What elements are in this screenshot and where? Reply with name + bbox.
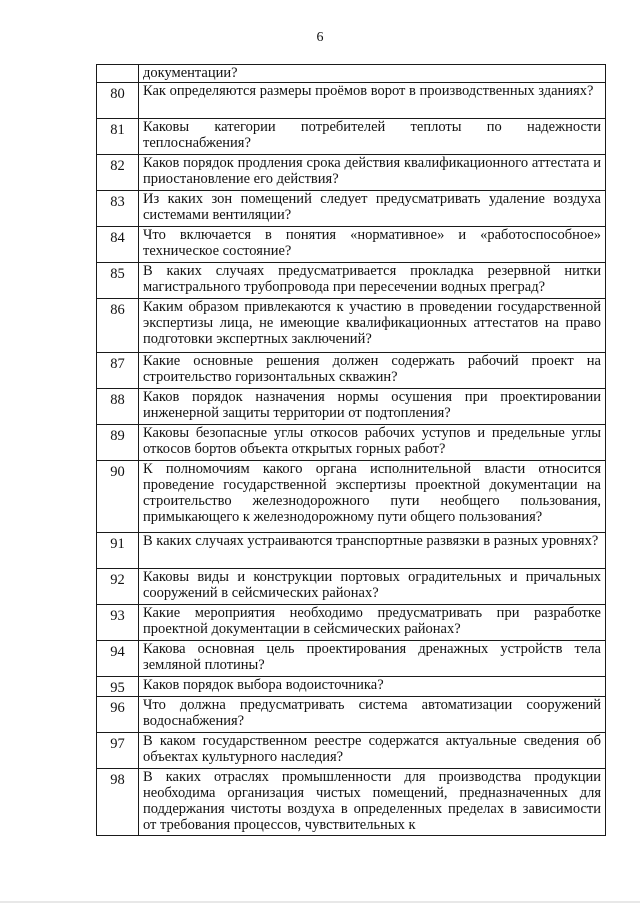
question-number: 97: [97, 733, 139, 769]
question-text: Каковы категории потребителей теплоты по надежности теплоснабжения?: [139, 119, 606, 155]
question-number: 91: [97, 533, 139, 569]
question-text: Каковы безопасные углы откосов рабочих уступов и предельные углы откосов бортов объекта открытых горных работ?: [139, 425, 606, 461]
question-row: [97, 677, 606, 697]
question-row: [97, 83, 606, 119]
question-row: [97, 389, 606, 425]
question-number: 94: [97, 641, 139, 677]
question-text: Каков порядок продления срока действия квалификационного аттестата и приостановление его действия?: [139, 155, 606, 191]
question-number: 90: [97, 461, 139, 533]
question-number: 93: [97, 605, 139, 641]
question-row: [97, 263, 606, 299]
question-row: [97, 65, 606, 83]
question-row: [97, 425, 606, 461]
questions-table-body: [97, 65, 606, 836]
question-row: [97, 697, 606, 733]
question-number: 89: [97, 425, 139, 461]
question-text: К полномочиям какого органа исполнительной власти относится проведение государственной экспертизы проектной документации на строительство железнодорожного пути необщего пользования, примыкающего к железнодорожному пути общего пользования?: [139, 461, 606, 533]
question-number: 98: [97, 769, 139, 836]
question-row: [97, 605, 606, 641]
question-row: [97, 533, 606, 569]
question-text: Что включается в понятия «нормативное» и «работоспособное» техническое состояние?: [139, 227, 606, 263]
question-text: Из каких зон помещений следует предусматривать удаление воздуха системами вентиляции?: [139, 191, 606, 227]
question-row: [97, 733, 606, 769]
question-text: Каков порядок выбора водоисточника?: [139, 677, 606, 697]
question-text: Что должна предусматривать система автоматизации сооружений водоснабжения?: [139, 697, 606, 733]
question-row: [97, 641, 606, 677]
question-number: 87: [97, 353, 139, 389]
question-number: 80: [97, 83, 139, 119]
scan-edge: [0, 901, 640, 903]
question-row: [97, 353, 606, 389]
question-number: 96: [97, 697, 139, 733]
question-number: 95: [97, 677, 139, 697]
question-number: 92: [97, 569, 139, 605]
question-text: Какие мероприятия необходимо предусматривать при разработке проектной документации в сейсмических районах?: [139, 605, 606, 641]
question-number: [97, 65, 139, 83]
question-text: документации?: [139, 65, 606, 83]
question-number: 88: [97, 389, 139, 425]
question-row: [97, 119, 606, 155]
question-text: В каких случаях предусматривается прокладка резервной нитки магистрального трубопровода при пересечении водных преград?: [139, 263, 606, 299]
question-text: В каких отраслях промышленности для производства продукции необходима организация чистых помещений, предназначенных для поддержания чистоты воздуха в определенных пределах в зависимости от требования процессов, чувствительных к: [139, 769, 606, 836]
question-row: [97, 155, 606, 191]
question-text: Как определяются размеры проёмов ворот в производственных зданиях?: [139, 83, 606, 119]
question-text: Какова основная цель проектирования дренажных устройств тела земляной плотины?: [139, 641, 606, 677]
question-row: [97, 769, 606, 836]
question-text: В каком государственном реестре содержатся актуальные сведения об объектах культурного наследия?: [139, 733, 606, 769]
question-text: В каких случаях устраиваются транспортные развязки в разных уровнях?: [139, 533, 606, 569]
question-text: Какие основные решения должен содержать рабочий проект на строительство горизонтальных скважин?: [139, 353, 606, 389]
question-number: 84: [97, 227, 139, 263]
question-row: [97, 569, 606, 605]
question-number: 85: [97, 263, 139, 299]
question-row: [97, 461, 606, 533]
questions-table: [96, 64, 606, 836]
question-number: 86: [97, 299, 139, 353]
question-row: [97, 299, 606, 353]
question-number: 83: [97, 191, 139, 227]
question-number: 82: [97, 155, 139, 191]
question-text: Каким образом привлекаются к участию в проведении государственной экспертизы лица, не имеющие квалификационных аттестатов на право подготовки экспертных заключений?: [139, 299, 606, 353]
page-number: 6: [316, 30, 324, 45]
question-text: Каковы виды и конструкции портовых оградительных и причальных сооружений в сейсмических районах?: [139, 569, 606, 605]
question-row: [97, 191, 606, 227]
question-row: [97, 227, 606, 263]
question-text: Каков порядок назначения нормы осушения при проектировании инженерной защиты территории от подтопления?: [139, 389, 606, 425]
question-number: 81: [97, 119, 139, 155]
